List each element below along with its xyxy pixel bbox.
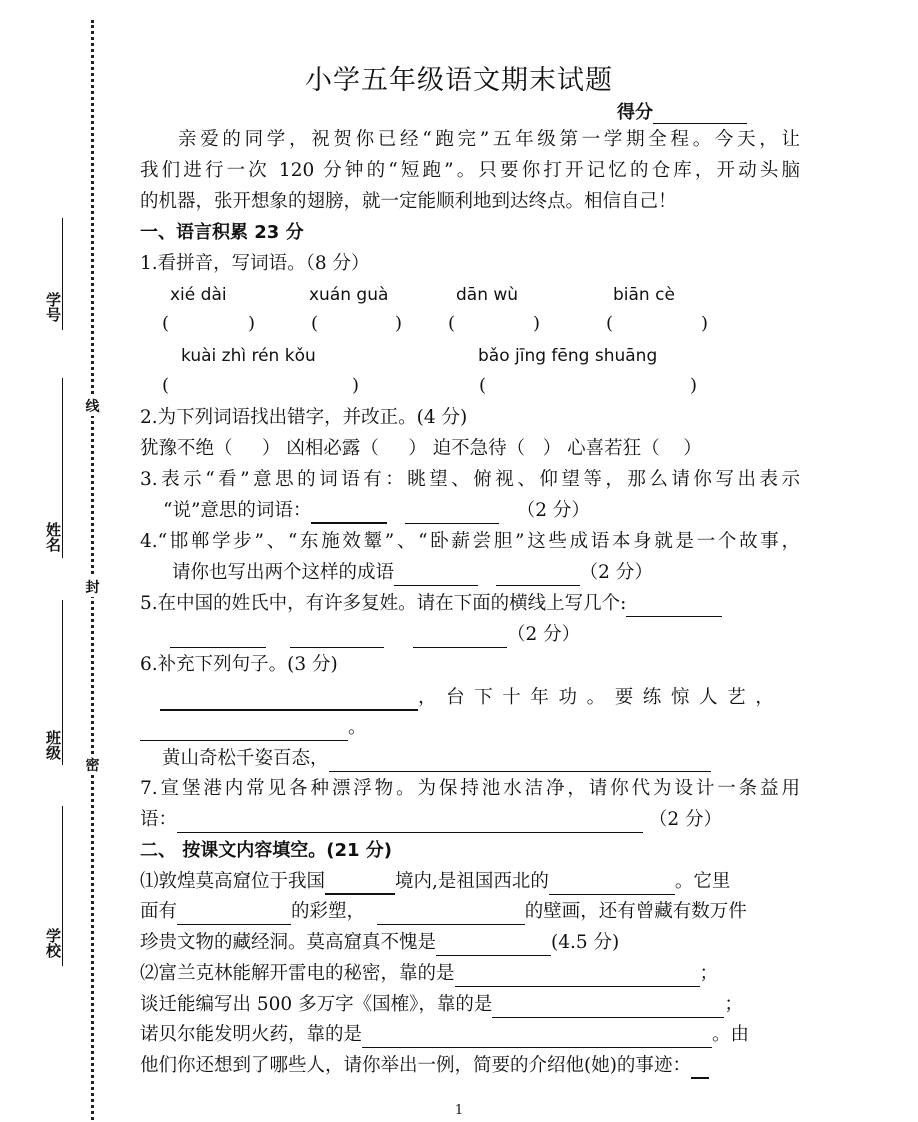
s2-p2-text: ； — [699, 963, 719, 984]
answer-blank[interactable] — [177, 812, 643, 833]
q3-line-1: 3.表示“看”意思的词语有：眺望、俯视、仰望等，那么请你写出表示 — [140, 469, 800, 490]
answer-paren-open: ( — [162, 313, 170, 334]
answer-paren-close: ) — [701, 313, 709, 334]
pinyin-4: biān cè — [613, 285, 675, 305]
answer-blank[interactable] — [325, 873, 395, 895]
answer-paren-close: ) — [248, 313, 256, 334]
q6-sentence-1-end: 。 — [348, 717, 367, 738]
score-box — [617, 98, 747, 124]
pinyin-1: xié dài — [170, 285, 227, 305]
score-label: 得分 — [617, 102, 653, 123]
q5-line-1 — [140, 591, 800, 617]
q3-points: （2 分） — [516, 500, 590, 521]
s2-p2-text: 。由 — [712, 1024, 750, 1045]
pinyin-5: kuài zhì rén kǒu — [181, 346, 316, 366]
s2-p2-line-3 — [140, 1022, 800, 1048]
student-id-blank — [62, 218, 63, 330]
q5-points: （2 分） — [506, 624, 581, 645]
answer-blank[interactable] — [455, 966, 700, 987]
s2-p1-text: 境内,是祖国西北的 — [395, 871, 549, 892]
answer-paren-open: ( — [479, 375, 487, 396]
answer-paren-close: ) — [533, 313, 541, 334]
q6-text: 6.补充下列句子。(3 分) — [140, 654, 338, 675]
answer-blank[interactable] — [311, 502, 387, 524]
q6-sentence-2-text: 黄山奇松千姿百态， — [162, 748, 329, 769]
seal-mark-mi: 密 — [84, 755, 101, 775]
q6-sentence-2 — [162, 746, 822, 772]
answer-blank[interactable] — [626, 596, 722, 617]
binding-dotted-line — [91, 20, 94, 1120]
answer-paren-open: ( — [606, 313, 614, 334]
s2-p1-line-1 — [140, 869, 800, 895]
q7-prompt: 语： — [140, 809, 178, 830]
q6-sentence-1 — [160, 685, 800, 711]
answer-blank[interactable] — [140, 720, 348, 741]
q5-prompt: 5.在中国的姓氏中，有许多复姓。请在下面的横线上写几个: — [140, 593, 627, 614]
school-label: 学校 — [44, 928, 62, 958]
s2-p1-line-3 — [140, 930, 800, 956]
answer-blank[interactable] — [177, 904, 291, 925]
seal-mark-feng: 封 — [84, 577, 101, 597]
answer-blank[interactable] — [496, 565, 580, 586]
score-blank[interactable] — [653, 105, 747, 124]
s2-p1-text: 。它里 — [674, 871, 731, 892]
q7-line-2 — [140, 807, 800, 833]
answer-paren-open: ( — [448, 313, 456, 334]
q5-line-2 — [170, 622, 830, 648]
pinyin-6: bǎo jīng fēng shuāng — [478, 346, 658, 366]
q3-prompt: “说”意思的词语： — [163, 500, 312, 521]
section1-heading: 一、语言积累 23 分 — [140, 222, 304, 243]
intro-line-3: 的机器，张开想象的翅膀，就一定能顺利地到达终点。相信自己！ — [140, 191, 677, 212]
answer-blank[interactable] — [405, 503, 499, 524]
answer-blank[interactable] — [377, 904, 525, 925]
name-label: 姓名 — [44, 522, 62, 552]
page-number: 1 — [454, 1103, 464, 1118]
q4-prompt: 请你也写出两个这样的成语 — [172, 562, 395, 583]
exam-title: 小学五年级语文期末试题 — [305, 65, 613, 96]
q4-line-1: 4.“邯郸学步”、“东施效颦”、“卧薪尝胆”这些成语本身就是一个故事， — [140, 531, 800, 552]
answer-blank[interactable] — [492, 997, 724, 1018]
answer-paren-open: ( — [311, 313, 319, 334]
pinyin-3: dān wù — [456, 285, 519, 305]
q4-points: （2 分） — [579, 562, 653, 583]
s2-p2-line-1 — [140, 961, 800, 987]
s2-p1-points: (4.5 分) — [551, 932, 620, 953]
q1-text: 1.看拼音，写词语。（8 分） — [140, 253, 370, 274]
answer-paren-close: ) — [395, 313, 403, 334]
s2-p1-line-2 — [140, 899, 800, 925]
s2-p2-text: 谈迁能编写出 500 多万字《国榷》，靠的是 — [140, 994, 493, 1015]
class-label: 班级 — [44, 730, 62, 760]
intro-line-2: 我们进行一次 120 分钟的“短跑”。只要你打开记忆的仓库，开动头脑 — [140, 160, 800, 181]
s2-p2-text: ； — [724, 994, 743, 1015]
q6-sentence-1-text: ，台下十年功。要练惊人艺， — [418, 687, 784, 708]
class-blank — [62, 600, 63, 765]
intro-line-1: 亲爱的同学，祝贺你已经“跑完”五年级第一学期全程。今天，让 — [178, 129, 800, 150]
answer-blank[interactable] — [362, 1027, 712, 1048]
s2-p1-text: 珍贵文物的藏经洞。莫高窟真不愧是 — [140, 932, 437, 953]
seal-mark-xian: 线 — [84, 396, 101, 416]
q3-line-2 — [163, 498, 791, 524]
q2-word: 凶相必露 — [286, 438, 361, 459]
answer-blank[interactable] — [160, 689, 418, 711]
answer-blank[interactable] — [329, 751, 711, 772]
student-id-label: 学号 — [44, 292, 62, 322]
q6-sentence-1-cont — [140, 715, 800, 741]
s2-p1-text: 面有 — [140, 901, 178, 922]
s2-p1-text: 的壁画，还有曾藏有数万件 — [524, 901, 747, 922]
answer-blank[interactable] — [394, 565, 478, 586]
s2-p1-text: 的彩塑， — [291, 901, 366, 922]
q2-text: 2.为下列词语找出错字，并改正。(4 分) — [140, 407, 468, 428]
answer-paren-open: ( — [162, 375, 170, 396]
answer-paren-close: ) — [690, 375, 698, 396]
school-blank — [62, 806, 63, 966]
answer-blank[interactable] — [413, 627, 507, 648]
answer-blank[interactable] — [549, 874, 675, 895]
name-blank — [62, 378, 63, 558]
answer-blank[interactable] — [290, 627, 384, 648]
q2-word: 犹豫不绝 — [140, 438, 215, 459]
s2-p2-text: ⑵富兰克林能解开雷电的秘密，靠的是 — [140, 963, 455, 984]
s2-p2-text: 诺贝尔能发明火药，靠的是 — [140, 1024, 363, 1045]
q7-points: （2 分） — [648, 809, 723, 830]
answer-blank[interactable] — [691, 1057, 709, 1079]
s2-p2-line-2 — [140, 992, 800, 1018]
answer-paren-close: ) — [352, 375, 360, 396]
pinyin-2: xuán guà — [309, 285, 389, 305]
q4-line-2 — [172, 560, 800, 586]
answer-blank[interactable] — [436, 935, 551, 956]
s2-p1-text: ⑴敦煌莫高窟位于我国 — [140, 871, 326, 892]
q2-word: 心喜若狂 — [567, 438, 642, 459]
q7-line-1: 7.宣堡港内常见各种漂浮物。为保持池水洁净，请你代为设计一条益用 — [140, 778, 800, 799]
s2-p2-text: 他们你还想到了哪些人，请你举出一例，简要的介绍他(她)的事迹： — [140, 1055, 691, 1076]
s2-p2-line-4 — [140, 1053, 800, 1079]
q2-word: 迫不急待 — [432, 438, 507, 459]
section2-heading: 二、 按课文内容填空。(21 分) — [140, 840, 393, 861]
answer-blank[interactable] — [170, 627, 266, 648]
q2-words: 犹豫不绝（ ） 凶相必露（ ） 迫不急待（ ） 心喜若狂（ ） — [140, 438, 702, 459]
